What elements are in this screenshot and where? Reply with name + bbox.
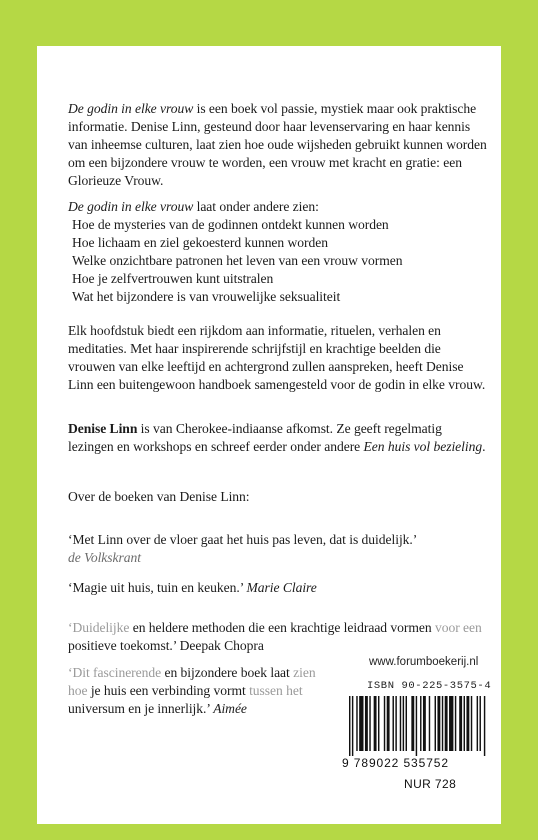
- barcode-bar: [393, 696, 394, 751]
- barcode-bar: [435, 696, 436, 751]
- topics-lead: laat onder andere zien:: [193, 199, 319, 214]
- intro-text: is een boek vol passie, mystiek maar ook praktische informatie. Denise Linn, gesteund door haar levenservaring en haar kennis van inheemse culturen, laat zien hoe oude wijsheden gebruikt kunnen worden om een bijzondere vrouw te worden, een vrouw met kracht en gratie: een Glorieuze Vrouw.: [68, 101, 487, 188]
- barcode-bar: [480, 696, 481, 751]
- quote-text: je huis een verbinding vormt: [87, 683, 250, 698]
- barcode-bar: [464, 696, 465, 751]
- barcode-bar: [403, 696, 404, 751]
- barcode-bar: [349, 696, 350, 756]
- isbn-number: ISBN 90-225-3575-4: [367, 680, 492, 692]
- quote-text: ‘Met Linn over de vloer gaat het huis pas leven, dat is duidelijk.’: [68, 532, 418, 547]
- quote-text-faded: zien hoe: [68, 665, 316, 698]
- barcode-bar: [484, 696, 485, 756]
- quote-text: ‘Magie uit huis, tuin en keuken.’: [68, 580, 247, 595]
- barcode: [345, 696, 495, 756]
- barcode-bar: [365, 696, 368, 751]
- barcode-digits: 9 789022 535752: [342, 756, 449, 770]
- intro-paragraph: [68, 100, 488, 190]
- barcode-bar: [374, 696, 377, 751]
- author-text: is van Cherokee-indiaanse afkomst. Ze geeft regelmatig lezingen en workshops en schreef eerder onder andere: [68, 421, 442, 454]
- barcode-bar: [423, 696, 426, 751]
- barcode-bar: [477, 696, 478, 751]
- barcode-bar: [429, 696, 430, 751]
- quote-source: Marie Claire: [246, 580, 317, 595]
- barcode-bar: [387, 696, 390, 751]
- barcode-bar: [359, 696, 363, 751]
- quote-text: en heldere methoden die een krachtige leidraad vormen: [129, 620, 435, 635]
- chapters-text: Elk hoofdstuk biedt een rijkdom aan informatie, rituelen, verhalen en meditaties. Met haar inspirerende schrijfstijl en krachtige beelden die vrouwen van elke leeftijd en achtergrond zullen aanspreken, heeft Denise Linn een buitengewoon handboek samengesteld voor de godin in elke vrouw.: [68, 323, 486, 392]
- barcode-bar: [378, 696, 379, 751]
- barcode-bar: [459, 696, 462, 751]
- quote-text-faded: ‘Dit fascinerende: [68, 665, 162, 680]
- barcode-bar: [384, 696, 385, 751]
- barcode-bar: [369, 696, 370, 751]
- barcode-bar: [449, 696, 453, 751]
- quote-1: [68, 531, 488, 567]
- quote-4: [68, 664, 333, 718]
- barcode-bar: [445, 696, 448, 751]
- author-paragraph: [68, 420, 488, 456]
- barcode-bar: [411, 696, 414, 751]
- quote-text: en bijzondere boek laat: [161, 665, 294, 680]
- quote-text: positieve toekomst.’: [68, 638, 180, 653]
- barcode-bar: [356, 696, 357, 751]
- quote-text-faded: voor een: [434, 620, 482, 635]
- barcode-bar: [352, 696, 353, 756]
- list-item: Hoe je zelfvertrouwen kunt uitstralen: [72, 271, 274, 286]
- barcode-bar: [400, 696, 401, 751]
- quote-2: [68, 579, 488, 597]
- about-heading: [68, 488, 488, 506]
- publisher-website: www.forumboekerij.nl: [369, 656, 479, 668]
- quote-text-faded: ‘Duidelijke: [68, 620, 130, 635]
- topics-book-title: De godin in elke vrouw: [68, 199, 194, 214]
- barcode-bar: [455, 696, 456, 751]
- list-item: Hoe lichaam en ziel gekoesterd kunnen worden: [72, 235, 328, 250]
- quote-source: de Volkskrant: [68, 550, 141, 565]
- chapters-paragraph: [68, 322, 488, 394]
- list-item: Welke onzichtbare patronen het leven van een vrouw vormen: [72, 253, 403, 268]
- quote-text-faded: tussen het: [249, 683, 303, 698]
- barcode-bar: [416, 696, 417, 756]
- quote-text: universum en je innerlijk.’: [68, 701, 214, 716]
- barcode-bar: [442, 696, 443, 751]
- list-item: Hoe de mysteries van de godinnen ontdekt kunnen worden: [72, 217, 389, 232]
- barcode-bar: [437, 696, 440, 751]
- author-name: Denise Linn: [68, 421, 138, 436]
- quote-source: Deepak Chopra: [179, 638, 264, 653]
- author-end: .: [482, 439, 486, 454]
- author-book: Een huis vol bezieling: [363, 439, 483, 454]
- barcode-bar: [395, 696, 396, 751]
- topics-list: [72, 216, 488, 306]
- quote-3: [68, 619, 488, 655]
- book-title: De godin in elke vrouw: [68, 101, 194, 116]
- barcode-bar: [406, 696, 407, 751]
- back-cover-panel: [37, 46, 501, 824]
- nur-code: NUR 728: [404, 777, 457, 791]
- barcode-bar: [420, 696, 421, 751]
- barcode-bar: [471, 696, 472, 751]
- topics-block: [68, 198, 488, 306]
- quote-source: Aimée: [213, 701, 247, 716]
- list-item: Wat het bijzondere is van vrouwelijke seksualiteit: [72, 289, 341, 304]
- barcode-bar: [466, 696, 469, 751]
- about-heading-text: Over de boeken van Denise Linn:: [68, 489, 250, 504]
